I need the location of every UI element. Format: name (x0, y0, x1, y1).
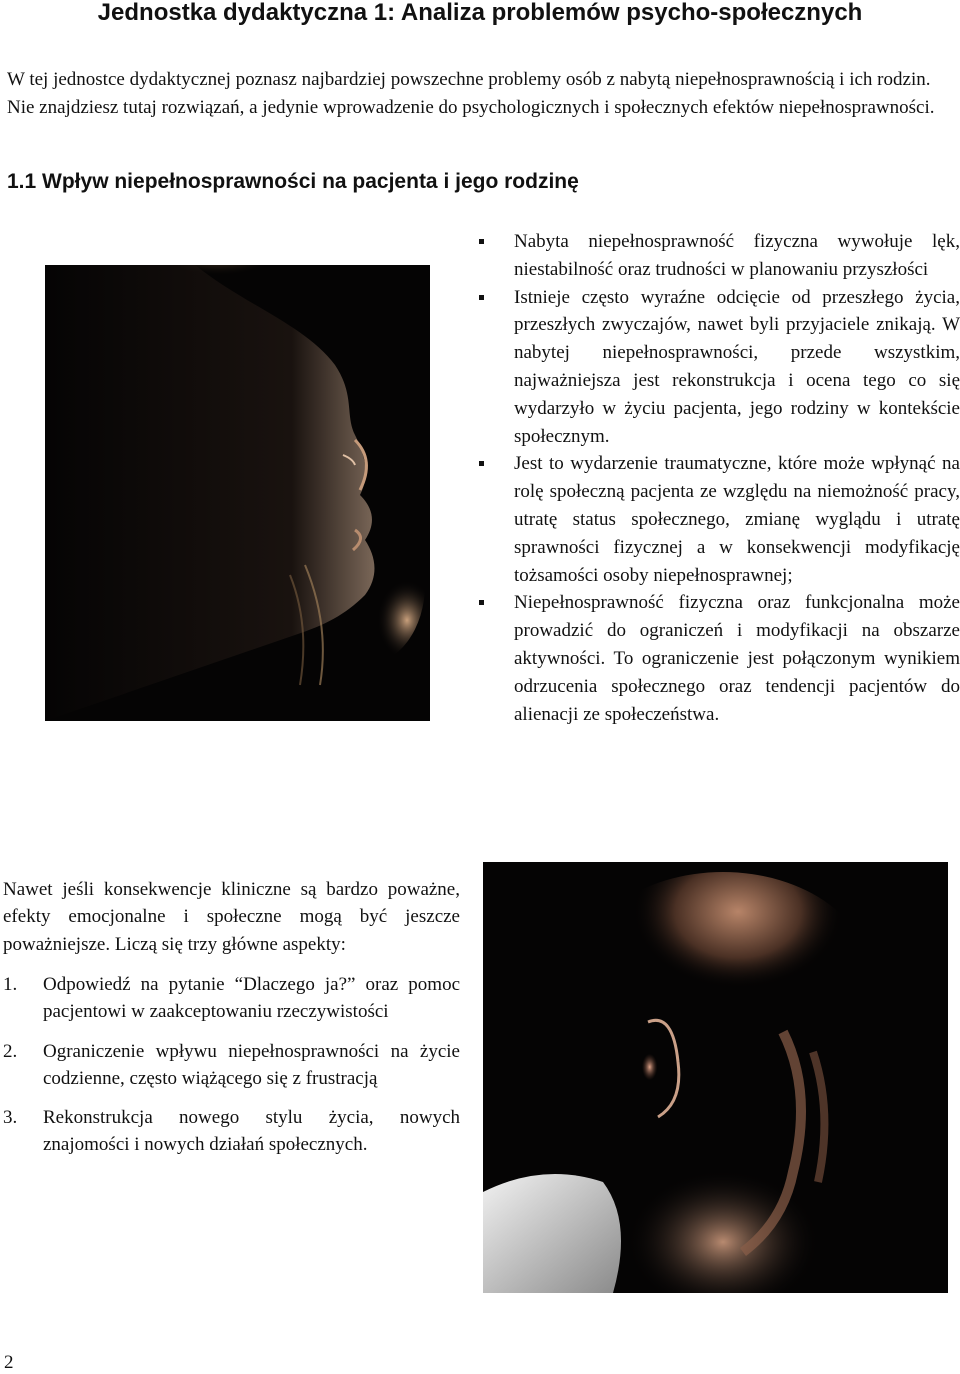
section-heading: 1.1 Wpływ niepełnosprawności na pacjenta i jego rodzinę (7, 170, 579, 193)
bullet-item (476, 589, 960, 728)
square-bullet-icon (479, 239, 484, 244)
bullet-text: Nabyta niepełnosprawność fizyczna wywołuje lęk, niestabilność oraz trudności w planowaniu przyszłości (514, 231, 960, 280)
bullet-item (476, 228, 960, 284)
bullet-text: Niepełnosprawność fizyczna oraz funkcjonalna może prowadzić do ograniczeń i modyfikacji na obszarze aktywności. To ograniczenie jest połączonym wynikiem odrzucenia społecznego oraz tendencji pacjentów do alienacji ze społeczeństwa. (514, 592, 960, 725)
page-title: Jednostka dydaktyczna 1: Analiza problemów psycho-społecznych (97, 0, 863, 26)
emotional-effects-paragraph: Nawet jeśli konsekwencje kliniczne są bardzo poważne, efekty emocjonalne i społeczne mogą być jeszcze poważniejsze. Liczą się trzy główne aspekty: (3, 879, 460, 955)
aspect-text: Rekonstrukcja nowego stylu życia, nowych znajomości i nowych działań społecznych. (43, 1107, 460, 1156)
man-head-in-hand-photo (483, 862, 948, 1293)
aspect-text: Ograniczenie wpływu niepełnosprawności na życie codzienne, często wiążącego się z frustracją (43, 1040, 460, 1089)
aspect-number: 3. (3, 1107, 18, 1129)
aspect-number: 1. (3, 974, 18, 995)
bullet-text: Istnieje często wyraźne odcięcie od przeszłego życia, przeszłych zwyczajów, nawet byli przyjaciele znikają. W nabytej niepełnosprawności, przede wszystkim, najważniejsza jest rekonstrukcja i ocena tego co się wydarzyło w życiu pacjenta, jego rodziny w kontekście społecznym. (514, 286, 960, 447)
aspect-item (3, 1038, 460, 1093)
page-number: 2 (4, 1352, 14, 1373)
impact-bullet-list (476, 228, 960, 728)
bullet-text: Jest to wydarzenie traumatyczne, które może wpłynąć na rolę społeczną pacjenta ze względu na niemożność pracy, utratę status społecznego, zmianę wyglądu i utratę sprawności fizycznej a w konsekwencji modyfikację tożsamości osoby niepełnosprawnej; (514, 453, 960, 586)
square-bullet-icon (479, 461, 484, 466)
intro-paragraph: W tej jednostce dydaktycznej poznasz najbardziej powszechne problemy osób z nabytą niepełnosprawnością i ich rodzin. Nie znajdziesz tutaj rozwiązań, a jedynie wprowadzenie do psychologicznych i społecznych efektów niepełnosprawności. (7, 69, 935, 118)
square-bullet-icon (479, 295, 484, 300)
aspects-numbered-list (3, 971, 460, 1171)
square-bullet-icon (479, 600, 484, 605)
aspect-text: Odpowiedź na pytanie “Dlaczego ja?” oraz pomoc pacjentowi w zaakceptowaniu rzeczywistości (43, 974, 460, 1023)
aspect-number: 2. (3, 1040, 18, 1062)
bullet-item (476, 284, 960, 451)
aspect-item (3, 1104, 460, 1159)
bullet-item (476, 450, 960, 589)
aspect-item (3, 971, 460, 1026)
woman-profile-photo (45, 265, 430, 721)
